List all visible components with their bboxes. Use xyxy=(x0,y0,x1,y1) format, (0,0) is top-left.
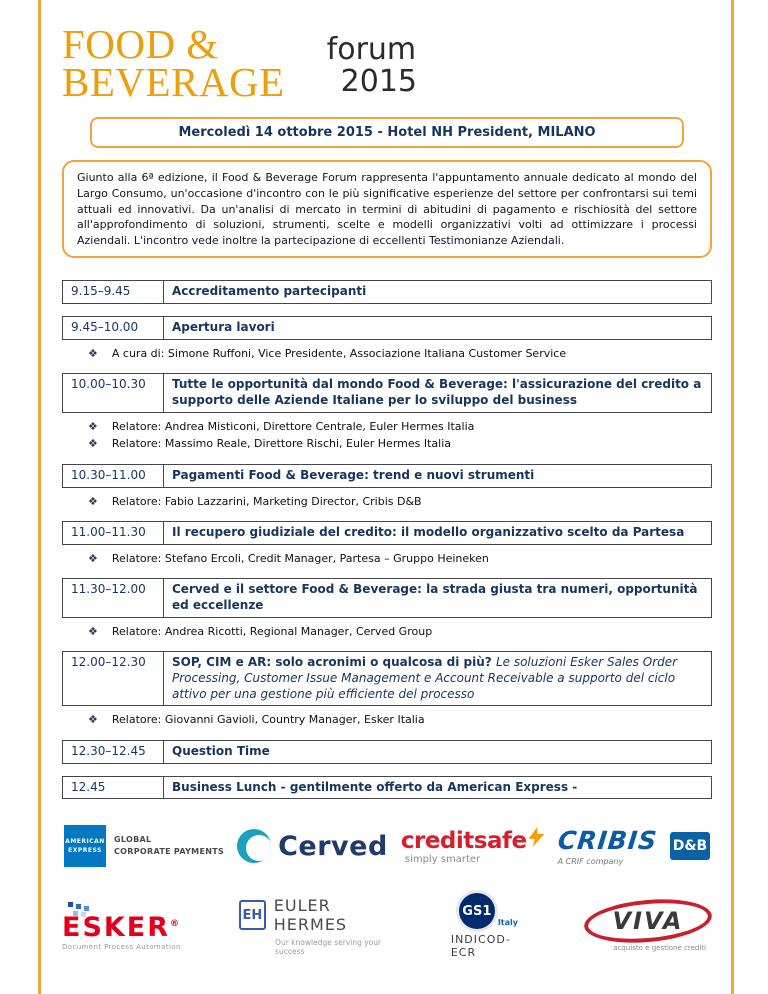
intro-paragraph: Giunto alla 6ª edizione, il Food & Beverage Forum rappresenta l'appuntamento annuale dedicato al mondo del Largo Consumo, un'occasione d'incontro con le più significative esperienze del settore per confrontarsi sui temi attuali ed innovativi. Da un'analisi di mercato in termini di abitudini di pagamento e rischiosità del settore all'approfondimento di soluzioni, strumenti, scelte e modelli organizzativi volti ad ottimizzare i processi Aziendali. L'incontro vede inoltre la partecipazione di eccellenti Testimonianze Aziendali. xyxy=(62,160,712,258)
event-title-box: Mercoledì 14 ottobre 2015 - Hotel NH President, MILANO xyxy=(90,117,684,148)
slot-title: Cerved e il settore Food & Beverage: la strada giusta tra numeri, opportunità ed eccellenze xyxy=(172,581,698,612)
food-beverage-logo xyxy=(62,21,285,105)
sponsor-logos-row2 xyxy=(62,893,712,959)
agenda-item xyxy=(62,521,712,566)
slot-time: 12.30–12.45 xyxy=(63,741,164,763)
dnb-logo: D&B xyxy=(670,832,710,860)
diamond-bullet-icon: ❖ xyxy=(88,420,98,434)
esker-tagline: Document Process Automation xyxy=(62,942,181,951)
agenda-row xyxy=(62,521,712,545)
agenda-row xyxy=(62,280,712,304)
left-border-rule xyxy=(38,0,41,994)
logo-line1: FOOD & xyxy=(62,21,219,67)
creditsafe-tagline: simply smarter xyxy=(404,853,481,865)
speaker-text: Relatore: Andrea Misticoni, Direttore Centrale, Euler Hermes Italia xyxy=(111,420,475,434)
gs1-country: Italy xyxy=(497,918,518,928)
slot-title: Question Time xyxy=(172,743,270,758)
gs1-top xyxy=(459,893,518,929)
slot-time: 9.15–9.45 xyxy=(63,281,164,303)
creditsafe-top xyxy=(401,828,545,854)
speaker-line xyxy=(88,420,712,434)
american-express-logo xyxy=(64,825,224,867)
agenda-row xyxy=(62,316,712,340)
esker-logo xyxy=(62,902,181,951)
esker-wordmark xyxy=(62,911,182,943)
speaker-list xyxy=(62,625,712,639)
euler-hermes-wordmark: EULER HERMES xyxy=(273,896,348,935)
viva-swoosh-icon xyxy=(584,900,712,942)
slot-time: 9.45–10.00 xyxy=(63,317,164,339)
slot-time: 11.30–12.00 xyxy=(63,579,164,617)
speaker-line xyxy=(88,437,712,451)
eh-monogram-icon: EH xyxy=(239,900,266,930)
slot-title xyxy=(164,652,711,705)
esker-dots-icon xyxy=(68,902,73,907)
cribis-wordmark: CRIBIS xyxy=(556,826,659,856)
creditsafe-logo xyxy=(401,828,545,865)
agenda-item xyxy=(62,578,712,639)
registered-mark: ® xyxy=(170,918,182,929)
creditsafe-wordmark: creditsafe xyxy=(400,827,527,854)
esker-name-text: ESKER xyxy=(62,911,171,943)
slot-time: 12.00–12.30 xyxy=(63,652,164,705)
agenda-item xyxy=(62,464,712,509)
slot-title: Business Lunch - gentilmente offerto da American Express - xyxy=(172,779,578,794)
agenda-row xyxy=(62,464,712,488)
slot-title: Tutte le opportunità dal mondo Food & Beverage: l'assicurazione del credito a supporto delle Aziende Italiane per lo sviluppo del business xyxy=(172,377,702,408)
agenda-item xyxy=(62,316,712,361)
logo-line2: BEVERAGE xyxy=(62,58,285,105)
diamond-bullet-icon: ❖ xyxy=(88,347,98,361)
forum-word: forum xyxy=(326,32,417,67)
cribis-logo xyxy=(558,826,657,866)
agenda-item xyxy=(62,280,712,304)
speaker-line xyxy=(88,347,712,361)
speaker-text: Relatore: Andrea Ricotti, Regional Manager, Cerved Group xyxy=(111,624,433,638)
viva-wordmark: VIVA xyxy=(612,907,684,936)
agenda-item xyxy=(62,651,712,728)
agenda-row xyxy=(62,776,712,800)
slot-time: 10.00–10.30 xyxy=(63,374,164,412)
speaker-line xyxy=(88,713,712,727)
speaker-list xyxy=(62,495,712,509)
agenda-row xyxy=(62,373,712,413)
diamond-bullet-icon: ❖ xyxy=(88,494,98,508)
agenda-item xyxy=(62,776,712,800)
slot-title-bold: SOP, CIM e AR: solo acronimi o qualcosa di più? xyxy=(172,654,496,669)
euler-hermes-logo xyxy=(239,896,393,956)
euler-hermes-top xyxy=(239,896,393,934)
diamond-bullet-icon: ❖ xyxy=(88,437,98,451)
euler-hermes-tagline: Our knowledge serving your success xyxy=(275,938,382,957)
slot-title: Accreditamento partecipanti xyxy=(172,284,367,299)
right-border-rule xyxy=(731,0,734,994)
amex-box-line2: EXPRESS xyxy=(68,847,102,855)
cerved-swirl-icon xyxy=(237,829,271,863)
gs1-indicod-logo xyxy=(451,893,526,959)
viva-tagline: acquisto e gestione crediti xyxy=(613,944,706,953)
speaker-text: Relatore: Stefano Ercoli, Credit Manager, Partesa – Gruppo Heineken xyxy=(111,551,489,565)
slot-time: 11.00–11.30 xyxy=(63,522,164,544)
agenda-item xyxy=(62,373,712,451)
masthead xyxy=(62,21,712,105)
agenda-row xyxy=(62,578,712,618)
diamond-bullet-icon: ❖ xyxy=(88,713,98,727)
lightning-bolt-icon xyxy=(529,827,545,847)
amex-label xyxy=(114,834,224,858)
speaker-line xyxy=(88,495,712,509)
slot-title: Apertura lavori xyxy=(172,320,275,335)
speaker-line xyxy=(88,625,712,639)
slot-title-italic: Le soluzioni Esker Sales Order Processing, Customer Issue Management e Account Receivable a supporto del ciclo attivo per una gestione più efficiente del processo xyxy=(172,654,678,701)
sponsor-logos xyxy=(62,825,712,959)
slot-time: 10.30–11.00 xyxy=(63,465,164,487)
forum-wordmark xyxy=(327,34,417,99)
sponsor-logos-row1 xyxy=(62,825,712,867)
viva-logo xyxy=(584,900,712,952)
amex-label-line1: GLOBAL xyxy=(114,835,152,845)
speaker-text: Relatore: Giovanni Gavioli, Country Manager, Esker Italia xyxy=(111,713,425,727)
speaker-list xyxy=(62,552,712,566)
agenda xyxy=(62,280,712,799)
speaker-line xyxy=(88,552,712,566)
amex-box-icon xyxy=(64,825,106,867)
amex-box-line1: AMERICAN xyxy=(65,838,105,846)
speaker-text: Relatore: Fabio Lazzarini, Marketing Director, Cribis D&B xyxy=(111,494,422,508)
indicod-ecr-wordmark: INDICOD-ECR xyxy=(450,933,511,960)
diamond-bullet-icon: ❖ xyxy=(88,551,98,565)
agenda-row xyxy=(62,740,712,764)
cerved-logo xyxy=(237,829,388,863)
slot-title: Il recupero giudiziale del credito: il modello organizzativo scelto da Partesa xyxy=(172,524,685,539)
agenda-item xyxy=(62,740,712,764)
amex-label-line2: CORPORATE PAYMENTS xyxy=(114,847,225,857)
gs1-circle-icon: GS1 xyxy=(459,893,495,929)
agenda-row xyxy=(62,651,712,706)
speaker-list xyxy=(62,420,712,452)
forum-year: 2015 xyxy=(340,64,418,100)
slot-time: 12.45 xyxy=(63,777,164,799)
speaker-text: A cura di: Simone Ruffoni, Vice Presidente, Associazione Italiana Customer Service xyxy=(111,347,567,361)
cribis-tagline: A CRIF company xyxy=(557,857,624,867)
cerved-wordmark: Cerved xyxy=(278,830,388,862)
diamond-bullet-icon: ❖ xyxy=(88,624,98,638)
slot-title: Pagamenti Food & Beverage: trend e nuovi strumenti xyxy=(172,467,535,482)
speaker-list xyxy=(62,713,712,727)
speaker-text: Relatore: Massimo Reale, Direttore Rischi, Euler Hermes Italia xyxy=(111,437,452,451)
speaker-list xyxy=(62,347,712,361)
